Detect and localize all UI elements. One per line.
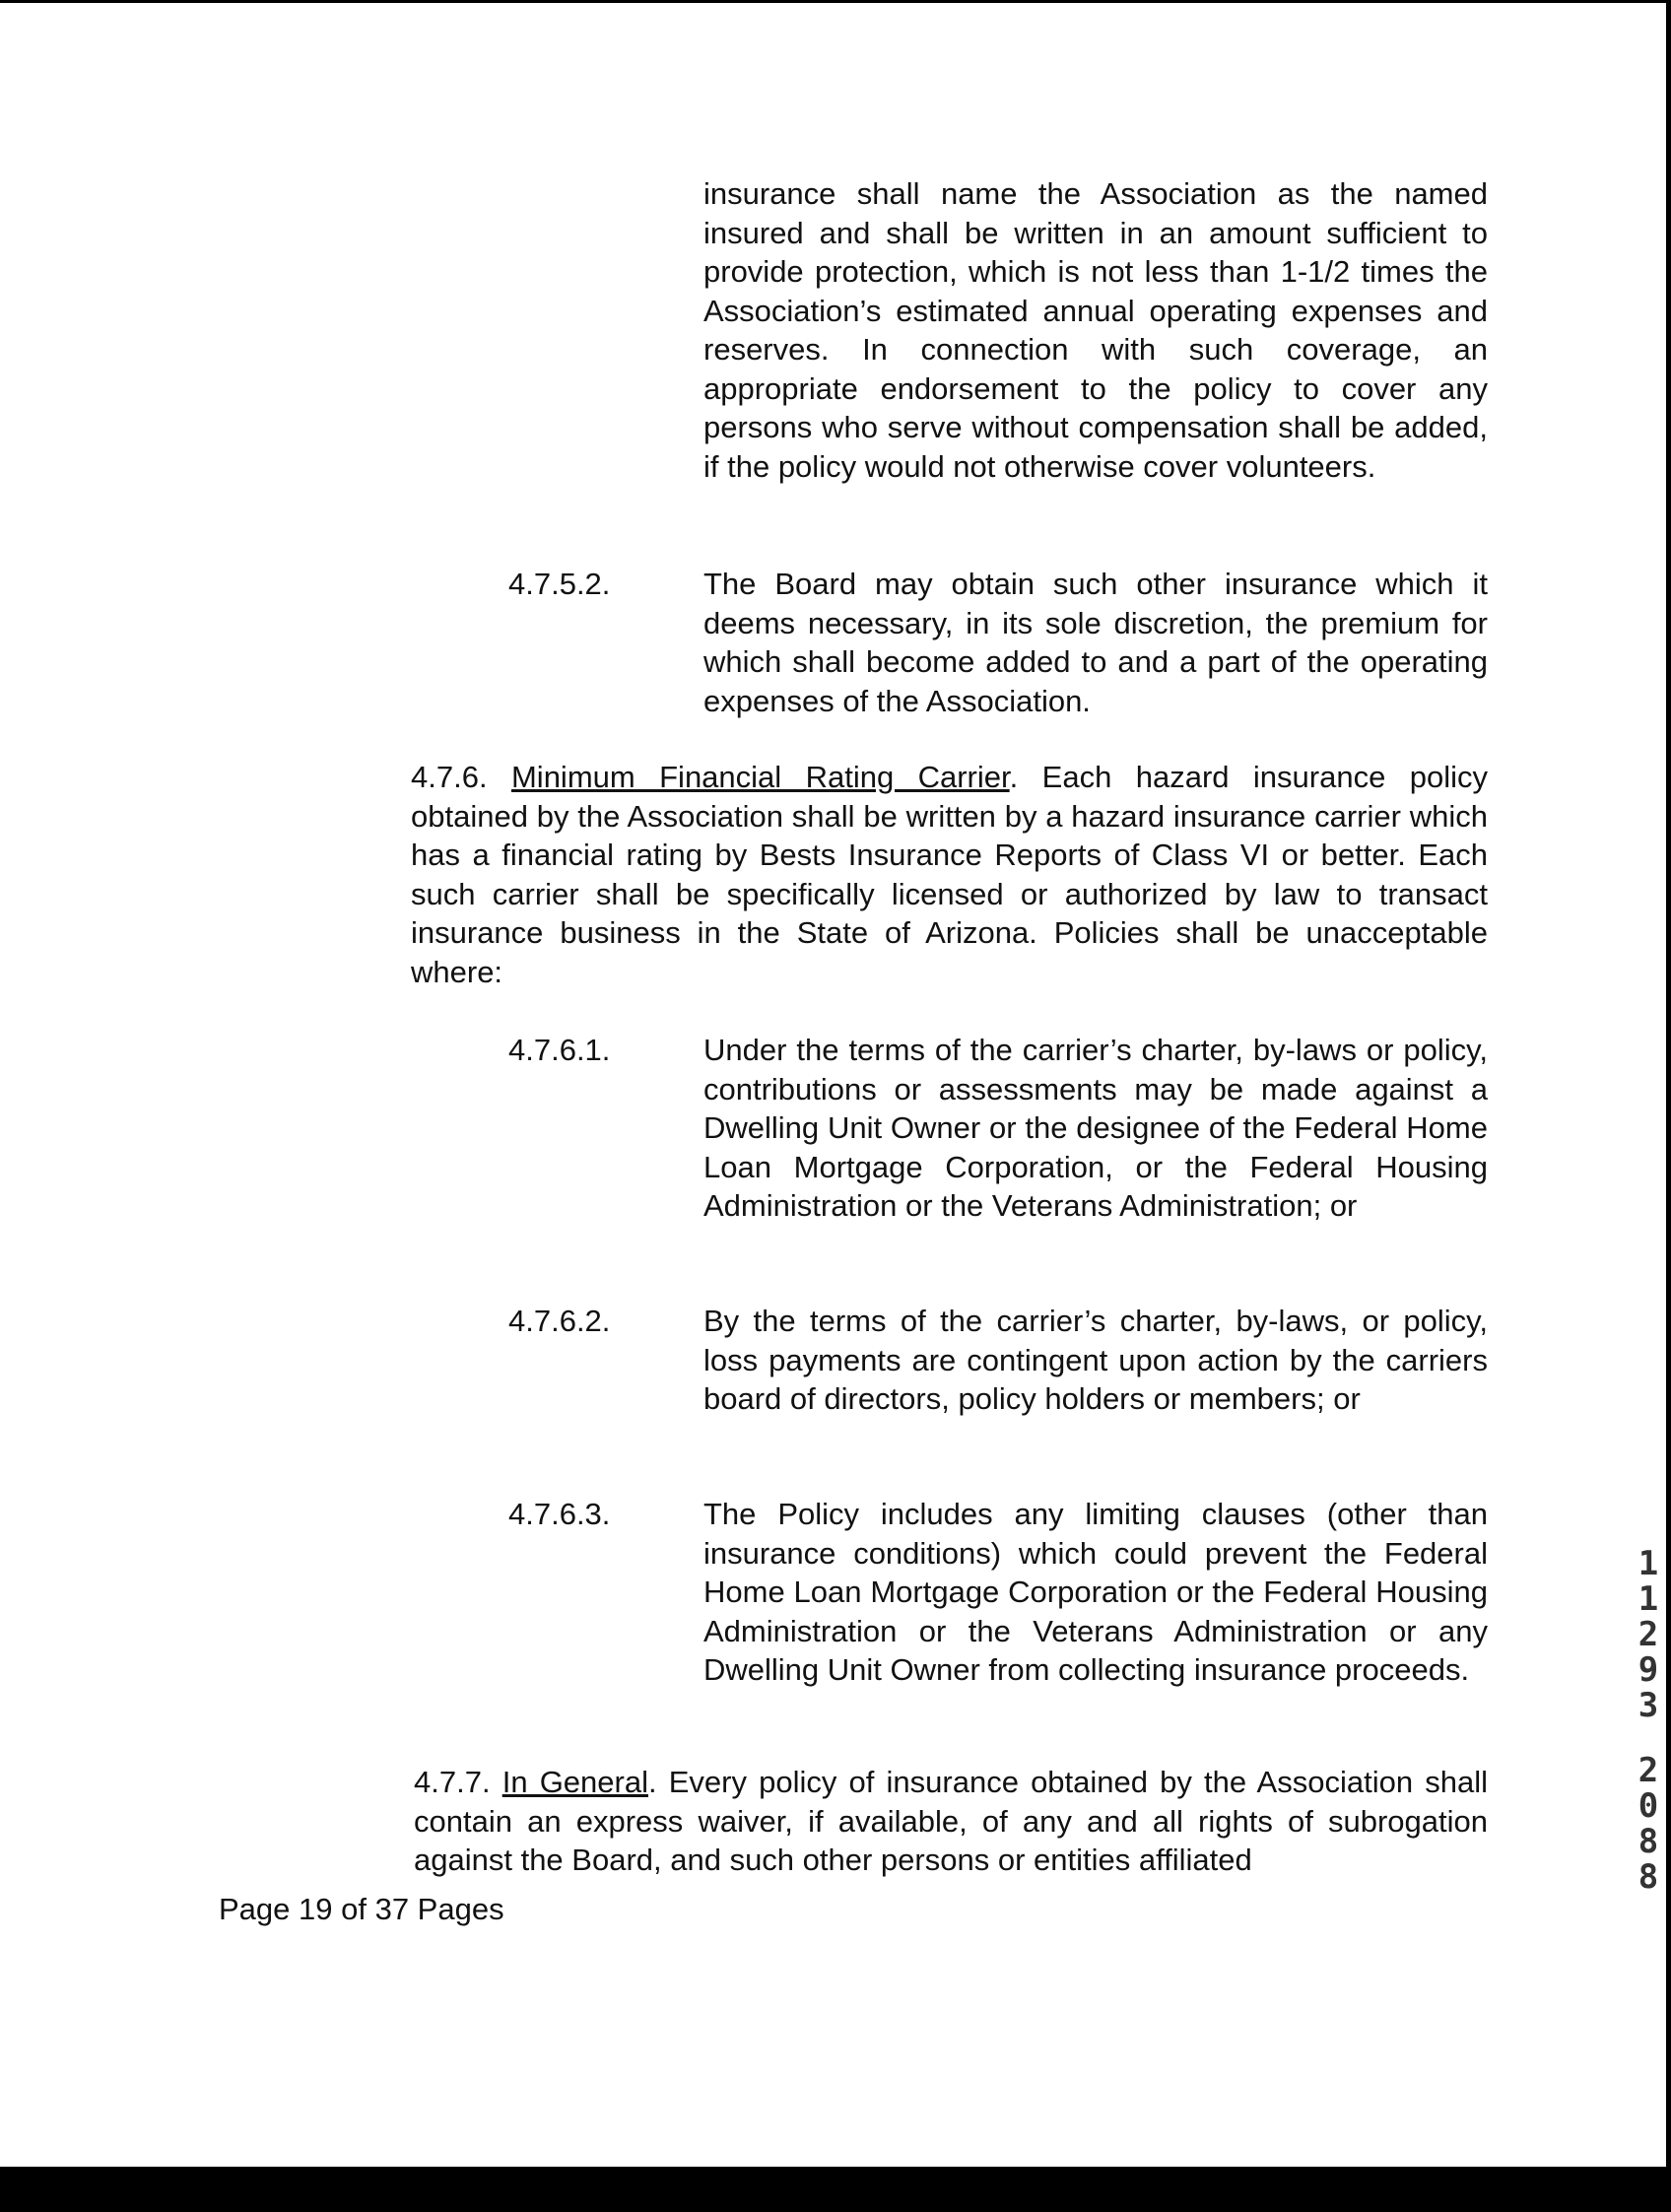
section-number: 4.7.7. [414, 1765, 491, 1799]
clause-number: 4.7.6.1. [508, 1033, 611, 1067]
clause-number: 4.7.6.3. [508, 1497, 611, 1531]
clause-4-7-6-2 [508, 1302, 1488, 1419]
continuation-paragraph: insurance shall name the Association as the named insured and shall be written in an amount sufficient to provide protection, which is not less than 1-1/2 times the Association’s estimated annual operating expenses and reserves. In connection with such coverage, an appropriate endorsement to the policy to cover any persons who serve without compensation shall be added, if the policy would not otherwise cover volunteers. [703, 176, 1488, 484]
clause-text: The Board may obtain such other insurance which it deems necessary, in its sole discretion, the premium for which shall become added to and a part of the operating expenses of the Association. [703, 567, 1488, 718]
clause-4-7-6-3 [508, 1495, 1488, 1690]
section-text: Each hazard insurance policy obtained by the Association shall be written by a hazard insurance carrier which has a financial rating by Bests Insurance Reports of Class VI or better. Each such carrier shall be specifically licensed or authorized by law to transact insurance business in the State of Arizona. Policies shall be unacceptable where: [411, 760, 1488, 989]
clause-4-7-6-1 [508, 1031, 1488, 1226]
section-heading: Minimum Financial Rating Carrier [510, 760, 1010, 794]
clause-text: By the terms of the carrier’s charter, by-laws, or policy, loss payments are contingent upon action by the carriers board of directors, policy holders or members; or [703, 1304, 1488, 1416]
section-heading: In General [501, 1765, 648, 1799]
clause-text: The Policy includes any limiting clauses (other than insurance conditions) which could prevent the Federal Home Loan Mortgage Corporation or the Federal Housing Administration or the Veterans Administration or any Dwelling Unit Owner from collecting insurance proceeds. [703, 1497, 1488, 1687]
section-4-7-7 [414, 1763, 1488, 1880]
clause-4-7-5-2 [508, 565, 1488, 720]
section-paragraph: 4.7.7. In General. Every policy of insurance obtained by the Association shall contain an express waiver, if available, of any and all rights of subrogation against the Board, and such other persons or entities affiliated [414, 1765, 1488, 1877]
clause-number: 4.7.6.2. [508, 1304, 611, 1338]
section-text: Every policy of insurance obtained by the Association shall contain an express waiver, if available, of any and all rights of subrogation against the Board, and such other persons or entities affiliated [414, 1765, 1488, 1877]
clause-number: 4.7.5.2. [508, 567, 611, 601]
section-number: 4.7.6. [411, 760, 488, 794]
section-4-7-6 [411, 758, 1488, 991]
clause-text: Under the terms of the carrier’s charter, by-laws or policy, contributions or assessments may be made against a Dwelling Unit Owner or the designee of the Federal Home Loan Mortgage Corporation, or the Federal Housing Administration or the Veterans Administration; or [703, 1033, 1488, 1223]
section-paragraph: 4.7.6. Minimum Financial Rating Carrier. Each hazard insurance policy obtained by the Association shall be written by a hazard insurance carrier which has a financial rating by Bests Insurance Reports of Class VI or better. Each such carrier shall be specifically licensed or authorized by law to transact insurance business in the State of Arizona. Policies shall be unacceptable where: [411, 760, 1488, 989]
recording-stamp-upper: 1 1 2 9 3 [1638, 1544, 1659, 1725]
page-footer: Page 19 of 37 Pages [219, 1892, 504, 1926]
recording-stamp-lower: 2 0 8 8 [1638, 1751, 1659, 1897]
